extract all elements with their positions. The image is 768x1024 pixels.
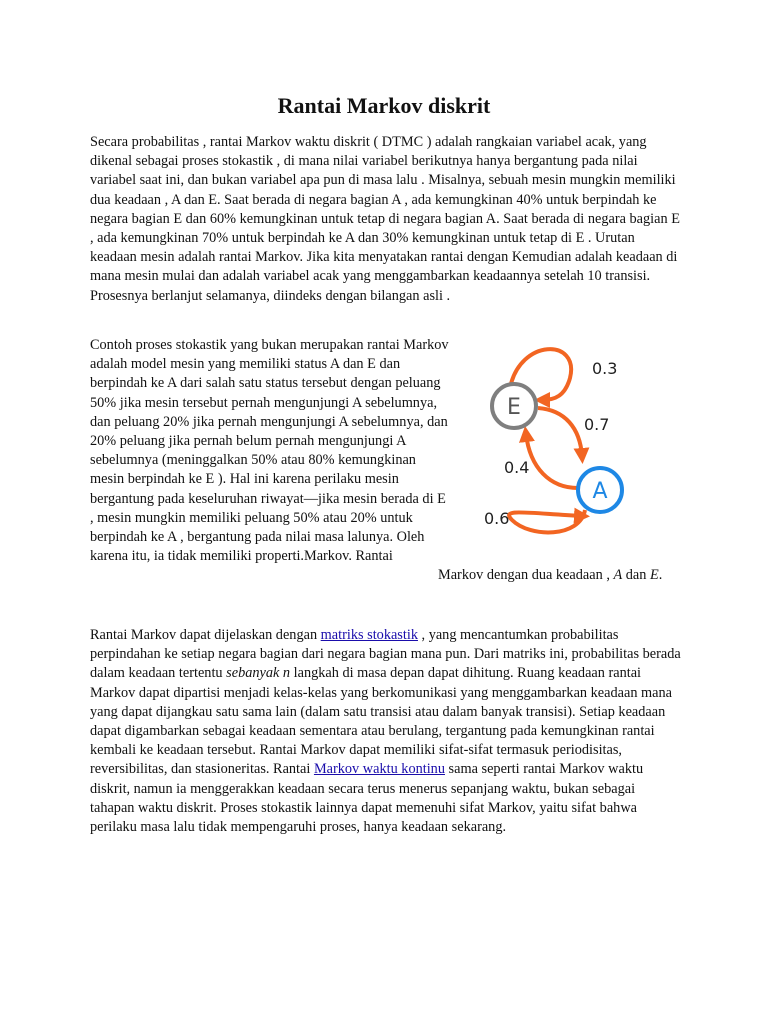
arrow-e-to-a <box>538 408 582 456</box>
prob-e-to-a-label: 0.7 <box>584 415 610 434</box>
prob-a-to-e-label: 0.4 <box>504 458 530 477</box>
state-e-label: E <box>507 395 521 420</box>
final-text-1: Rantai Markov dapat dijelaskan dengan <box>90 627 321 643</box>
caption-end: . <box>658 567 663 583</box>
arrow-a-to-e <box>526 434 578 488</box>
prob-a-to-a-label: 0.6 <box>484 509 510 528</box>
prob-e-to-e-label: 0.3 <box>592 359 618 378</box>
caption-conjunction: dan <box>622 567 650 583</box>
diagram-caption <box>438 566 662 585</box>
page-title: Rantai Markov diskrit <box>277 93 491 118</box>
caption-text: Markov dengan dua keadaan , <box>438 567 614 583</box>
final-italic-text: sebanyak n <box>226 665 291 682</box>
state-a-label: A <box>592 479 608 504</box>
caption-state-a: A <box>613 567 623 583</box>
markov-chain-diagram <box>470 338 670 538</box>
example-paragraph: Contoh proses stokastik yang bukan merupakan rantai Markov adalah model mesin yang memiliki status A dan E dan berpindah ke A dari salah satu status tersebut dengan peluang 50% jika mesin tersebut pernah mengunjungi A sebelumnya, dan peluang 20% jika pernah mengunjungi A sebelumnya, dan 20% peluang jika pernah belum pernah mengunjungi A sebelumnya (meninggalkan 50% atau 80% kemungkinan mesin berpindah ke E ). Hal ini karena perilaku mesin bergantung pada keseluruhan riwayat—jika mesin berada di E , mesin mungkin memiliki peluang 50% atau 20% untuk berpindah ke A , bergantung pada nilai masa lalunya. Oleh karena itu, ia tidak memiliki properti.Markov. Rantai <box>90 337 449 565</box>
markov-waktu-kontinu-link[interactable]: Markov waktu kontinu <box>313 761 445 778</box>
caption-state-e: E <box>650 567 659 583</box>
final-paragraph <box>90 626 682 837</box>
final-text-3: langkah di masa depan dapat dihitung. Ruang keadaan rantai Markov dapat dipartisi menjadi kelas-kelas yang berkomunikasi yang menggambarkan keadaan mana yang dapat dijangkau satu sama lain (dalam satu transisi atau dalam banyak transisi). Setiap keadaan dapat digambarkan sebagai keadaan sementara atau berulang, tergantung pada kemungkinan rantai kembali ke keadaan tersebut. Rantai Markov dapat memiliki sifat-sifat termasuk periodisitas, reversibilitas, dan stasioneritas. Rantai <box>90 665 673 778</box>
final-text-2: , yang mencantumkan probabilitas perpindahan ke setiap negara bagian dari negara bagian mana pun. Dari matriks ini, probabilitas berada dalam keadaan tertentu <box>90 627 681 682</box>
intro-paragraph: Secara probabilitas , rantai Markov waktu diskrit ( DTMC ) adalah rangkaian variabel acak, yang dikenal sebagai proses stokastik , di mana nilai variabel berikutnya hanya bergantung pada nilai variabel saat ini, dan bukan variabel apa pun di masa lalu . Misalnya, sebuah mesin mungkin memiliki dua keadaan , A dan E. Saat berada di negara bagian A , ada kemungkinan 40% untuk berpindah ke negara bagian E dan 60% kemungkinan untuk tetap di negara bagian A. Saat berada di negara bagian E , ada kemungkinan 70% untuk berpindah ke A dan 30% kemungkinan untuk tetap di E . Urutan keadaan mesin adalah rantai Markov. Jika kita menyatakan rantai dengan Kemudian adalah keadaan di mana mesin mulai dan adalah variabel acak yang menggambarkan keadaannya setelah 10 transisi. Prosesnya berlanjut selamanya, diindeks dengan bilangan asli . <box>90 134 680 304</box>
matriks-stokastik-link[interactable]: matriks stokastik <box>320 627 418 643</box>
final-text-4: sama seperti rantai Markov waktu diskrit, namun ia menggerakkan keadaan secara terus menerus sepanjang waktu, bukan sebagai tahapan waktu diskrit. Proses stokastik lainnya dapat memenuhi sifat Markov, yaitu sifat bahwa perilaku masa lalu tidak mempengaruhi proses, hanya keadaan sekarang. <box>90 761 644 836</box>
arrow-a-to-a <box>509 510 585 532</box>
